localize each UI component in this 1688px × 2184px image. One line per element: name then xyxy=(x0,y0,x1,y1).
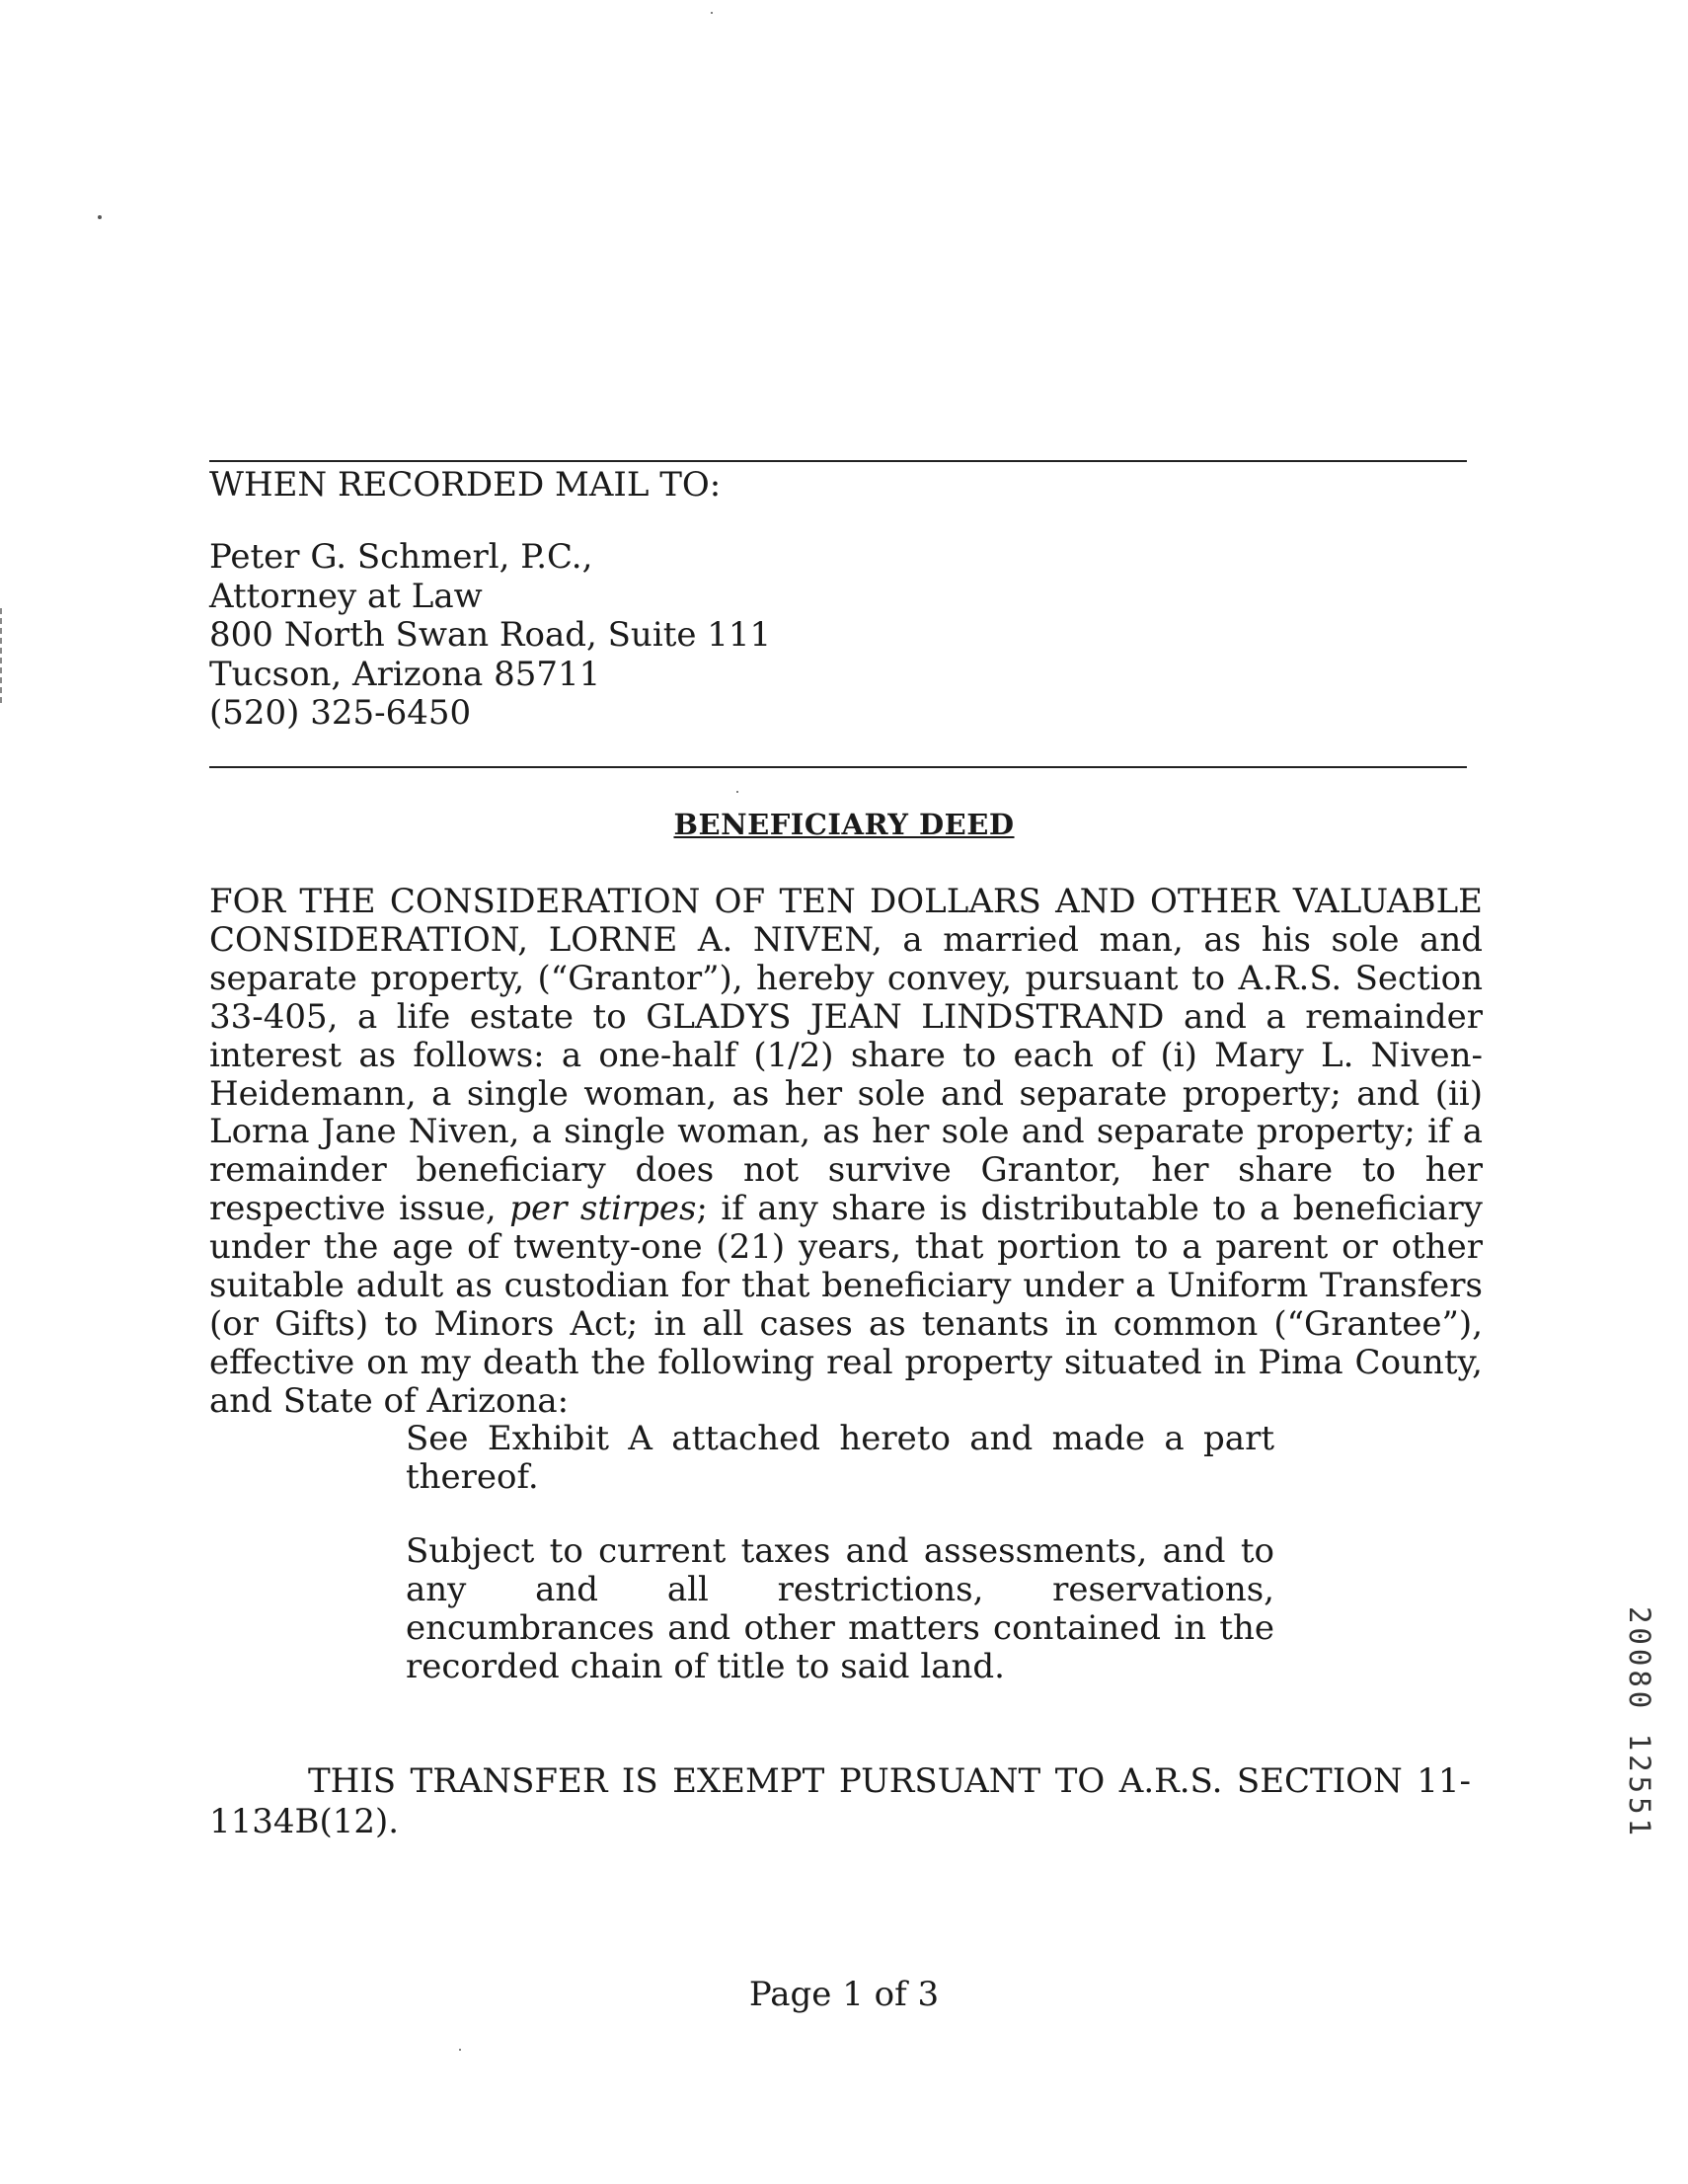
exhibit-reference: See Exhibit A attached hereto and made a part thereof. xyxy=(406,1419,1274,1497)
mail-to-header: WHEN RECORDED MAIL TO: xyxy=(209,465,722,505)
recording-stamp-text: 20080 12551 xyxy=(1623,1605,1656,1840)
return-address xyxy=(209,538,771,734)
subject-to-clause: Subject to current taxes and assessments, and to any and all restrictions, reservations, encumbrances and other matters contained in the recorded chain of title to said land. xyxy=(406,1531,1274,1686)
scan-speck xyxy=(711,12,713,14)
conveyance-text-part1: FOR THE CONSIDERATION OF TEN DOLLARS AND OTHER VALUABLE CONSIDERATION, LORNE A. NIVEN, a married man, as his sole and separate property, (“Grantor”), hereby convey, pursuant to A.R.S. Section 33-405, a life estate to GLADYS JEAN LINDSTRAND and a remainder interest as follows: a one-half (1/2) share to each of (i) Mary L. Niven-Heidemann, a single woman, as her sole and separate property; and (ii) Lorna Jane Niven, a single woman, as her sole and separate property; if a remainder beneficiary does not survive Grantor, her share to her respective issue, xyxy=(209,882,1483,1229)
scan-speck xyxy=(736,791,738,793)
address-line: Peter G. Schmerl, P.C., xyxy=(209,537,593,577)
conveyance-paragraph xyxy=(209,883,1483,1421)
address-line: (520) 325-6450 xyxy=(209,693,472,733)
scan-speck xyxy=(98,215,102,219)
scan-edge-mark xyxy=(0,608,5,703)
address-line: Attorney at Law xyxy=(209,576,483,616)
per-stirpes-term: per stirpes xyxy=(509,1189,697,1229)
top-divider xyxy=(209,460,1467,462)
exemption-statement: THIS TRANSFER IS EXEMPT PURSUANT TO A.R.S. SECTION 11-1134B(12). xyxy=(209,1761,1471,1841)
scan-speck xyxy=(459,2049,461,2051)
page-number: Page 1 of 3 xyxy=(748,1975,940,2014)
conveyance-text-part2: ; if any share is distributable to a beneficiary under the age of twenty-one (21) years, that portion to a parent or other suitable adult as custodian for that beneficiary under a Uniform Transfers (or Gifts) to Minors Act; in all cases as tenants in common (“Grantee”), effective on my death the following real property situated in Pima County, and State of Arizona: xyxy=(209,1189,1483,1421)
address-line: 800 North Swan Road, Suite 111 xyxy=(209,615,772,655)
address-line: Tucson, Arizona 85711 xyxy=(209,654,601,694)
bottom-divider xyxy=(209,766,1467,768)
recording-stamp-code xyxy=(1620,1597,1659,1849)
document-title: BENEFICIARY DEED xyxy=(673,808,1015,841)
